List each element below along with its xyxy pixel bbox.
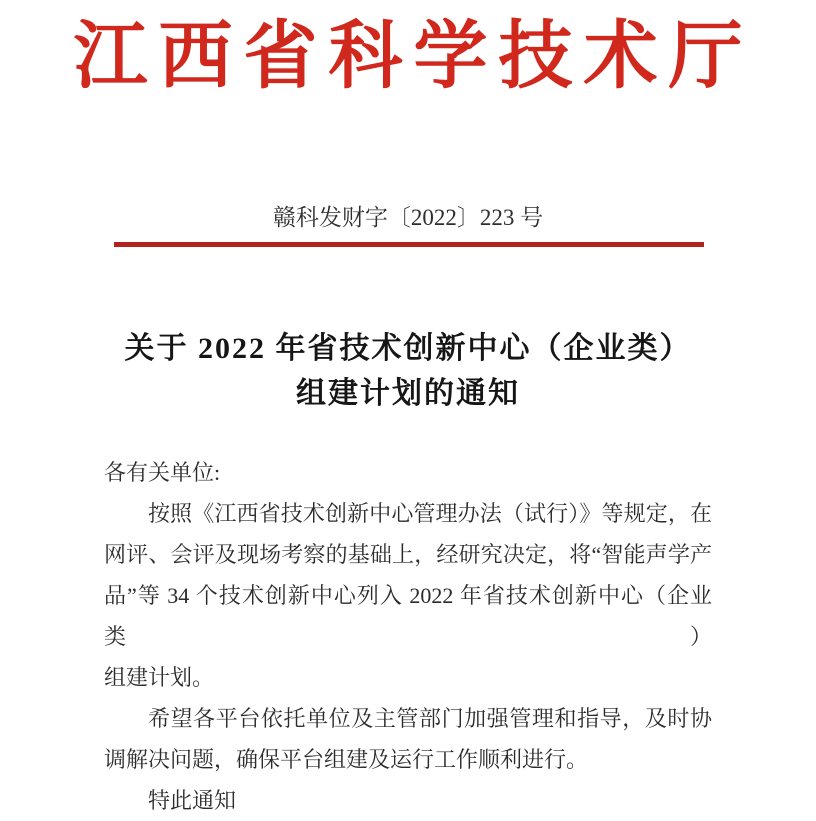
body-text-line: 组建计划。 [104,665,215,690]
document-title-line-1: 关于 2022 年省技术创新中心（企业类） [124,332,692,365]
document-number: 赣科发财字〔2022〕223 号 [272,205,544,230]
body-text-line: 品”等 34 个技术创新中心列入 2022 年省技术创新中心（企业类） [104,583,712,649]
document-title [58,326,758,416]
red-divider-line [114,242,704,247]
body-text-line: 按照《江西省技术创新中心管理办法（试行）》等规定，在 [148,501,712,526]
closing-notice: 特此通知 [148,788,237,813]
document-body [104,452,712,821]
agency-name-header: 江西省科学技术厅 [73,16,754,98]
document-title-line-2: 组建计划的通知 [296,377,520,410]
body-text-line: 网评、会评及现场考察的基础上，经研究决定，将“智能声学产 [104,542,712,567]
body-text-line: 希望各平台依托单位及主管部门加强管理和指导，及时协 [148,706,712,731]
salutation: 各有关单位: [104,460,221,485]
body-text-line: 调解决问题，确保平台组建及运行工作顺利进行。 [104,747,589,772]
